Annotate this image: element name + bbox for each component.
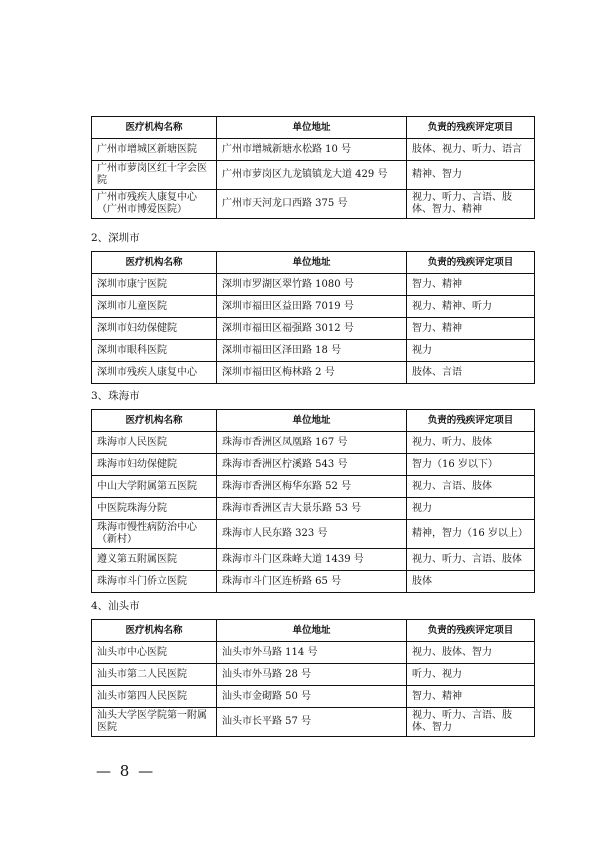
cell-items: 智力、精神: [407, 686, 535, 708]
cell-institution: 广州市增城区新塘医院: [92, 139, 217, 161]
section-heading-shantou: 4、汕头市: [91, 600, 140, 612]
table-row: [92, 571, 535, 593]
table-row: [92, 190, 535, 219]
cell-institution: 深圳市残疾人康复中心: [92, 362, 217, 384]
table-guangzhou: [91, 116, 535, 219]
table-row: [92, 274, 535, 296]
table-row: [92, 432, 535, 454]
cell-address: 深圳市福田区梅林路 2 号: [217, 362, 407, 384]
cell-address: 汕头市外马路 28 号: [217, 664, 407, 686]
table-row: [92, 454, 535, 476]
header-assessment-items: 负责的残疾评定项目: [407, 410, 535, 432]
header-institution: 医疗机构名称: [92, 620, 217, 642]
table-row: [92, 296, 535, 318]
header-address: 单位地址: [217, 620, 407, 642]
cell-items: 精神，智力（16 岁以上）: [407, 520, 535, 549]
cell-items: 视力、听力、言语、肢体、智力: [407, 708, 535, 737]
table-zhuhai: [91, 409, 535, 593]
header-institution: 医疗机构名称: [92, 410, 217, 432]
cell-items: 智力（16 岁以下）: [407, 454, 535, 476]
cell-address: 珠海市斗门区连桥路 65 号: [217, 571, 407, 593]
cell-items: 视力、言语、肢体: [407, 476, 535, 498]
cell-institution: 汕头大学医学院第一附属医院: [92, 708, 217, 737]
table-header-row: [92, 117, 535, 139]
cell-items: 精神、智力: [407, 161, 535, 190]
cell-address: 珠海市人民东路 323 号: [217, 520, 407, 549]
table-row: [92, 139, 535, 161]
table-row: [92, 340, 535, 362]
header-address: 单位地址: [217, 410, 407, 432]
table-row: [92, 362, 535, 384]
cell-items: 视力、精神、听力: [407, 296, 535, 318]
page-number: — 8 —: [96, 762, 156, 780]
cell-items: 视力: [407, 340, 535, 362]
cell-institution: 中山大学附属第五医院: [92, 476, 217, 498]
cell-institution: 珠海市妇幼保健院: [92, 454, 217, 476]
cell-items: 智力、精神: [407, 318, 535, 340]
cell-address: 深圳市罗湖区翠竹路 1080 号: [217, 274, 407, 296]
cell-institution: 汕头市中心医院: [92, 642, 217, 664]
cell-address: 深圳市福田区泽田路 18 号: [217, 340, 407, 362]
cell-institution: 汕头市第四人民医院: [92, 686, 217, 708]
cell-items: 视力、听力、言语、肢体、智力、精神: [407, 190, 535, 219]
cell-institution: 深圳市眼科医院: [92, 340, 217, 362]
table-row: [92, 664, 535, 686]
cell-items: 视力、听力、言语、肢体: [407, 549, 535, 571]
table-row: [92, 318, 535, 340]
header-address: 单位地址: [217, 252, 407, 274]
header-assessment-items: 负责的残疾评定项目: [407, 620, 535, 642]
header-address: 单位地址: [217, 117, 407, 139]
header-assessment-items: 负责的残疾评定项目: [407, 252, 535, 274]
table-row: [92, 520, 535, 549]
cell-institution: 广州市萝岗区红十字会医院: [92, 161, 217, 190]
cell-items: 肢体、视力、听力、语言: [407, 139, 535, 161]
table-row: [92, 161, 535, 190]
table-header-row: [92, 252, 535, 274]
cell-address: 汕头市外马路 114 号: [217, 642, 407, 664]
cell-institution: 广州市残疾人康复中心（广州市博爱医院）: [92, 190, 217, 219]
cell-address: 珠海市斗门区珠峰大道 1439 号: [217, 549, 407, 571]
table-header-row: [92, 620, 535, 642]
cell-address: 广州市萝岗区九龙镇镇龙大道 429 号: [217, 161, 407, 190]
cell-address: 珠海市香洲区柠溪路 543 号: [217, 454, 407, 476]
table-row: [92, 476, 535, 498]
table-header-row: [92, 410, 535, 432]
table-row: [92, 708, 535, 737]
section-heading-shenzhen: 2、深圳市: [91, 232, 140, 244]
table-row: [92, 642, 535, 664]
table-row: [92, 686, 535, 708]
cell-institution: 遵义第五附属医院: [92, 549, 217, 571]
section-heading-zhuhai: 3、珠海市: [91, 390, 140, 402]
cell-address: 深圳市福田区福强路 3012 号: [217, 318, 407, 340]
cell-institution: 珠海市斗门侨立医院: [92, 571, 217, 593]
cell-address: 广州市天河龙口西路 375 号: [217, 190, 407, 219]
cell-items: 视力、听力、肢体: [407, 432, 535, 454]
cell-address: 汕头市长平路 57 号: [217, 708, 407, 737]
cell-institution: 汕头市第二人民医院: [92, 664, 217, 686]
cell-items: 视力: [407, 498, 535, 520]
table-shenzhen: [91, 251, 535, 384]
cell-items: 智力、精神: [407, 274, 535, 296]
cell-items: 肢体: [407, 571, 535, 593]
cell-items: 肢体、言语: [407, 362, 535, 384]
cell-institution: 深圳市妇幼保健院: [92, 318, 217, 340]
cell-institution: 珠海市慢性病防治中心（新村）: [92, 520, 217, 549]
cell-institution: 深圳市康宁医院: [92, 274, 217, 296]
cell-address: 广州市增城新塘水松路 10 号: [217, 139, 407, 161]
cell-items: 视力、肢体、智力: [407, 642, 535, 664]
cell-address: 珠海市香洲区凤凰路 167 号: [217, 432, 407, 454]
table-shantou: [91, 619, 535, 737]
header-assessment-items: 负责的残疾评定项目: [407, 117, 535, 139]
cell-institution: 中医院珠海分院: [92, 498, 217, 520]
cell-address: 珠海市香洲区吉大景乐路 53 号: [217, 498, 407, 520]
header-institution: 医疗机构名称: [92, 117, 217, 139]
cell-address: 珠海市香洲区梅华东路 52 号: [217, 476, 407, 498]
table-row: [92, 549, 535, 571]
cell-address: 深圳市福田区益田路 7019 号: [217, 296, 407, 318]
cell-address: 汕头市金砌路 50 号: [217, 686, 407, 708]
cell-items: 听力、视力: [407, 664, 535, 686]
table-row: [92, 498, 535, 520]
cell-institution: 深圳市儿童医院: [92, 296, 217, 318]
header-institution: 医疗机构名称: [92, 252, 217, 274]
cell-institution: 珠海市人民医院: [92, 432, 217, 454]
